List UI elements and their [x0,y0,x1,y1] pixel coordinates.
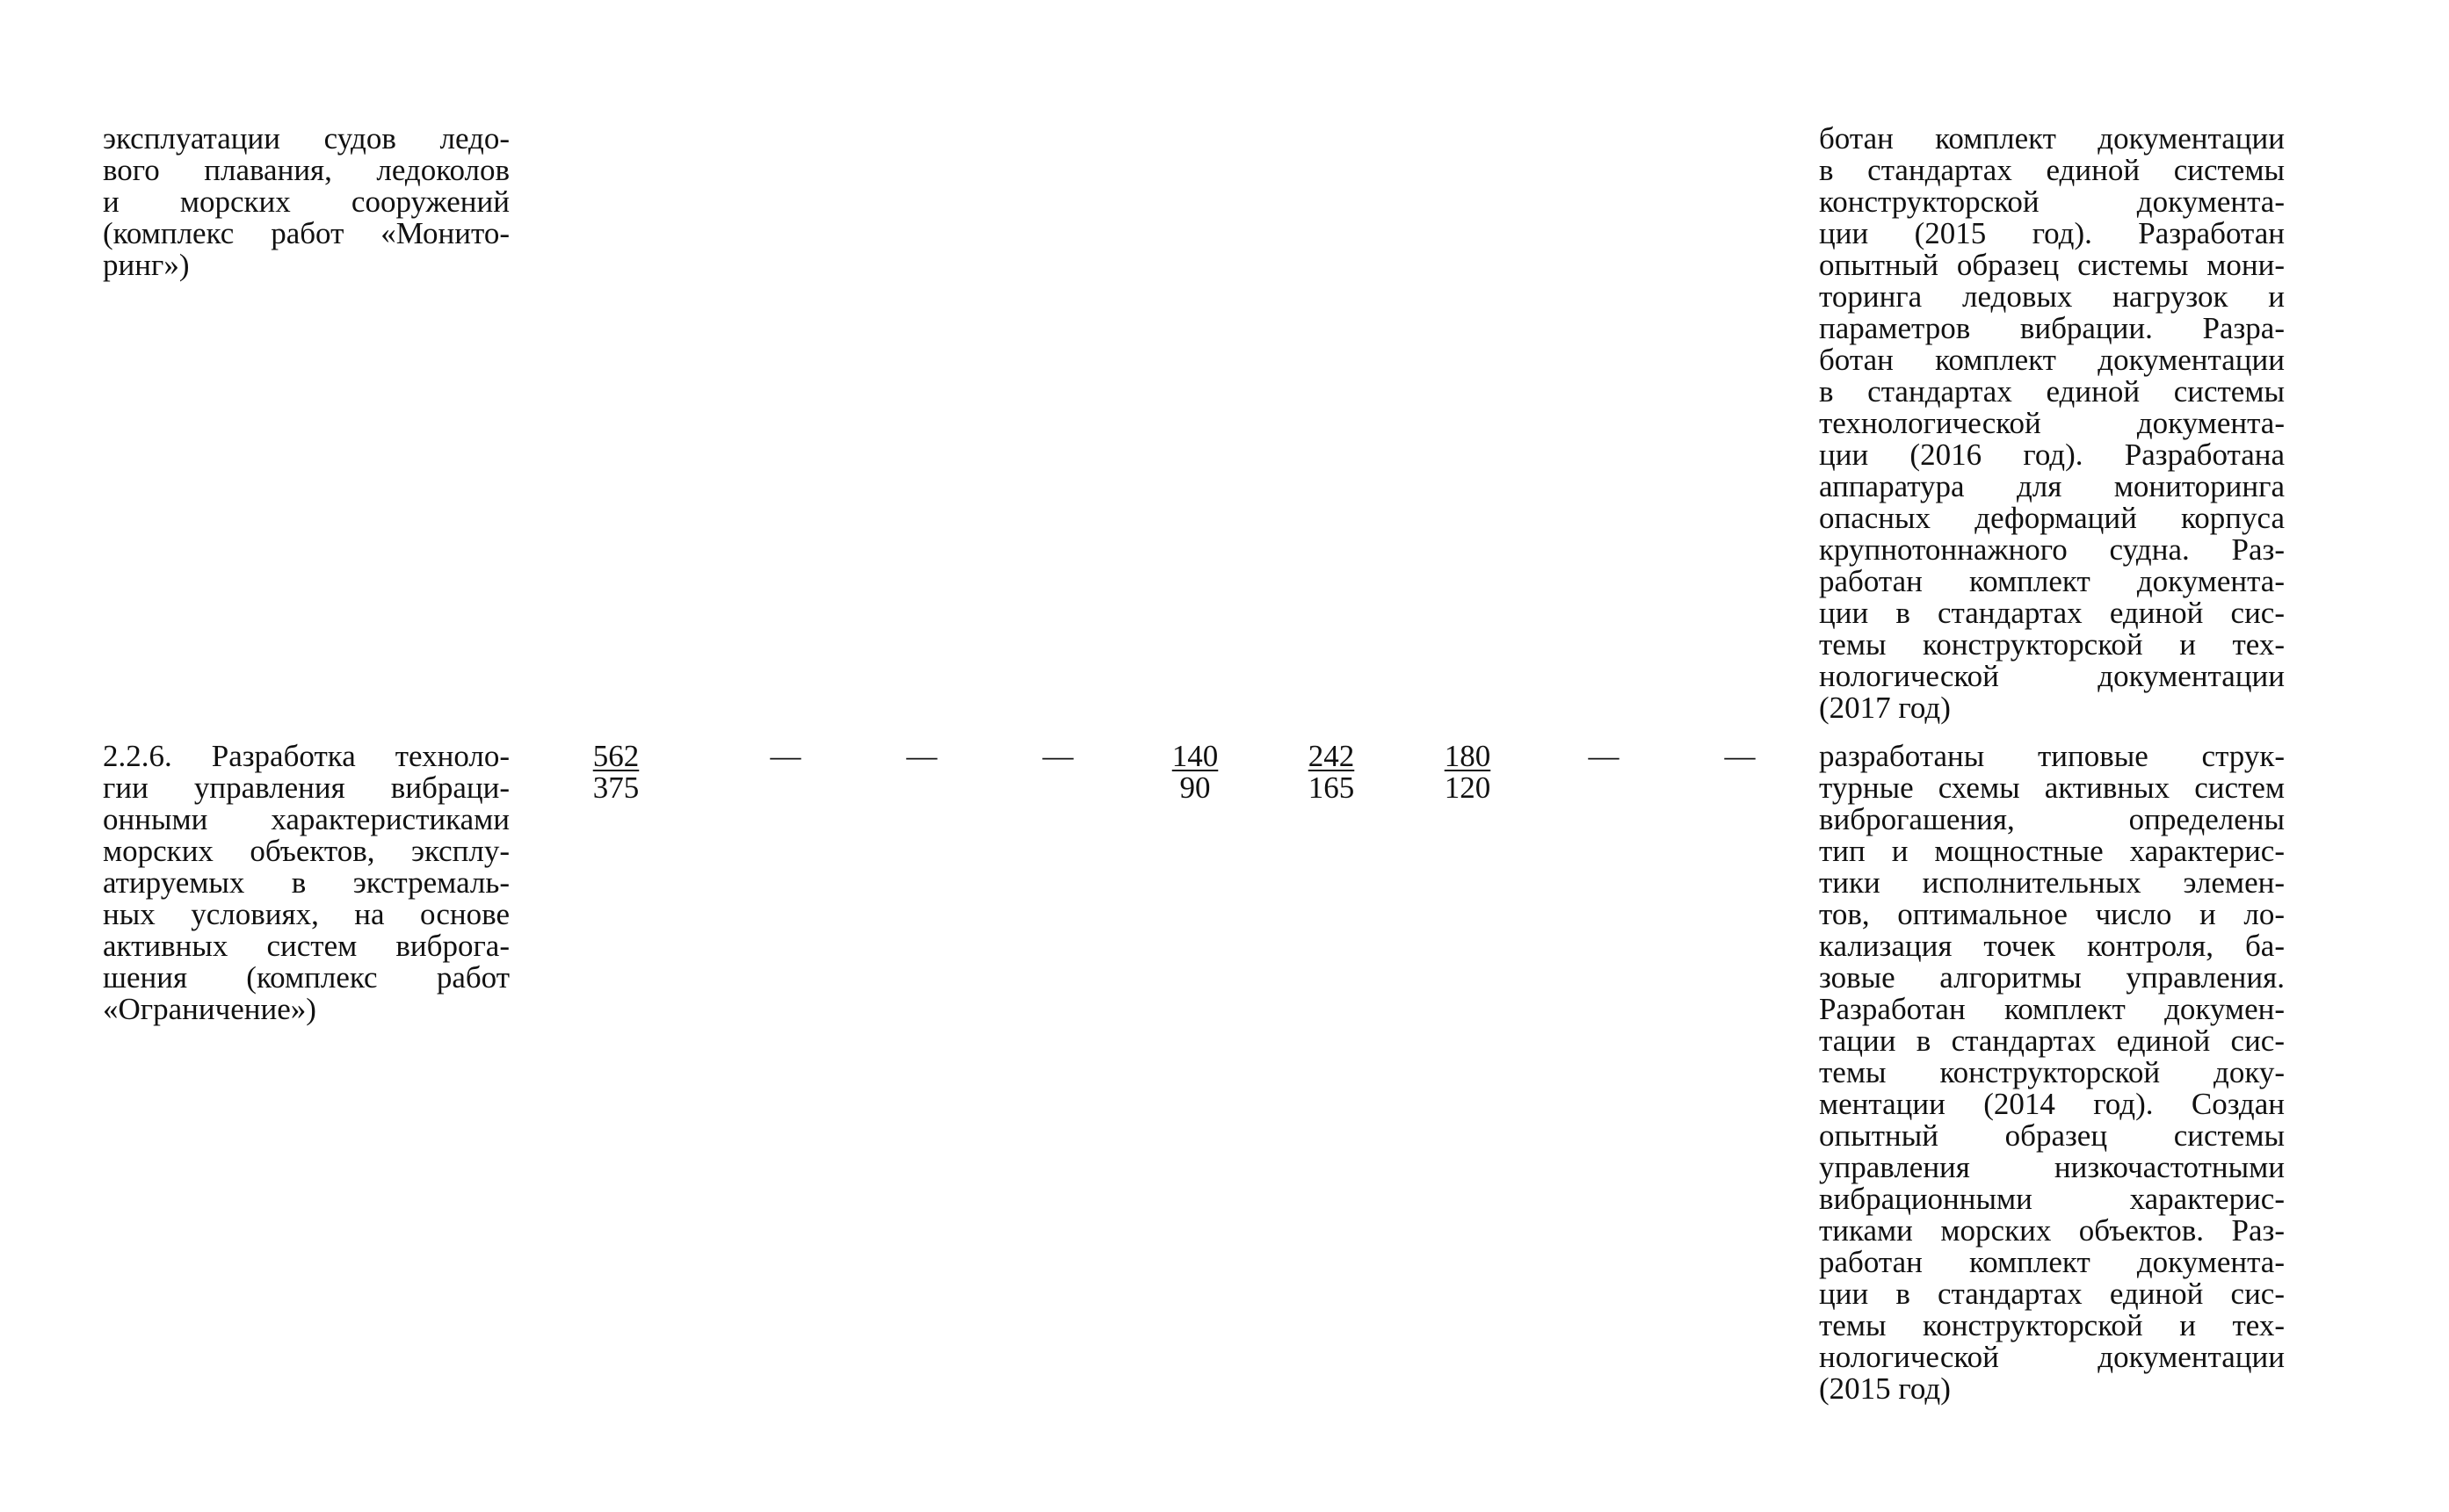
y2016-bottom-value: 120 [1444,770,1491,805]
y2015-bottom-value: 165 [1308,770,1355,805]
y2016-top-value: 180 [1444,739,1491,773]
text-line: ботан комплект документации [1819,121,2285,156]
text-line: в стандартах единой системы [1819,374,2285,409]
text-line: крупнотоннажного судна. Раз- [1819,532,2285,567]
text-line: тип и мощностные характерис- [1819,834,2285,868]
text-line: работан комплект документа- [1819,564,2285,598]
text-line: опасных деформаций корпуса [1819,501,2285,535]
text-line: нологической документации [1819,1340,2285,1374]
text-line: вибрационными характерис- [1819,1182,2285,1216]
text-line: ных условиях, на основе [103,897,510,931]
y2015-top-value: 242 [1308,739,1355,773]
text-line: активных систем виброга- [103,929,510,963]
y2014-bottom-value: 90 [1179,770,1211,805]
text-line: Разработан комплект докумен- [1819,992,2285,1026]
text-line: (2017 год) [1819,691,1951,725]
year-2017-cell: — [1588,739,1619,773]
year-2018-cell: — [1724,739,1756,773]
text-line: ботан комплект документации [1819,343,2285,377]
year-2013-cell: — [1042,739,1074,773]
text-line: параметров вибрации. Разра- [1819,311,2285,345]
y2014-top-value: 140 [1171,739,1219,773]
row2-name-cell [103,741,510,1025]
text-line: технологической документа- [1819,406,2285,440]
row1-name-cell [103,123,510,281]
total-cell [576,741,656,804]
row1-result-cell [1819,123,2285,724]
text-line: «Ограничение») [103,992,316,1026]
text-line: опытный образец системы [1819,1118,2285,1153]
text-line: вого плавания, ледоколов [103,153,510,187]
year-2014-cell [1156,741,1235,804]
text-line: шения (комплекс работ [103,960,510,995]
text-line: (комплекс работ «Монито- [103,216,510,250]
running-header [2285,0,2416,1512]
text-line: разработаны типовые струк- [1819,739,2285,773]
text-line: виброгашения, определены [1819,802,2285,836]
text-line: управления низкочастотными [1819,1150,2285,1184]
text-line: гии управления вибраци- [103,770,510,805]
text-line: опытный образец системы мони- [1819,248,2285,282]
text-line: тики исполнительных элемен- [1819,865,2285,900]
year-2015-cell [1292,741,1371,804]
text-line: эксплуатации судов ледо- [103,121,510,156]
total-bottom-value: 375 [592,770,640,805]
text-line: темы конструкторской и тех- [1819,1308,2285,1342]
year-2016-cell [1428,741,1507,804]
text-line: турные схемы активных систем [1819,770,2285,805]
text-line: конструкторской документа- [1819,184,2285,219]
total-top-value: 562 [592,739,640,773]
text-line: тации в стандартах единой сис- [1819,1024,2285,1058]
text-line: торинга ледовых нагрузок и [1819,279,2285,314]
year-2012-cell: — [906,739,938,773]
text-line: тиками морских объектов. Раз- [1819,1213,2285,1248]
text-line: атируемых в экстремаль- [103,865,510,900]
text-line: ментации (2014 год). Создан [1819,1087,2285,1121]
text-line: в стандартах единой системы [1819,153,2285,187]
text-line: морских объектов, эксплу- [103,834,510,868]
text-line: ции (2015 год). Разработан [1819,216,2285,250]
text-line: ринг») [103,248,190,282]
text-line: онными характеристиками [103,802,510,836]
text-line: нологической документации [1819,659,2285,693]
text-line: ции (2016 год). Разработана [1819,438,2285,472]
text-line: работан комплект документа- [1819,1245,2285,1279]
text-line: тов, оптимальное число и ло- [1819,897,2285,931]
text-line: аппаратура для мониторинга [1819,469,2285,503]
text-line: ции в стандартах единой сис- [1819,1277,2285,1311]
text-line: 2.2.6. Разработка техноло- [103,739,510,773]
text-line: темы конструкторской и тех- [1819,627,2285,662]
text-line: и морских сооружений [103,184,510,219]
text-line: зовые алгоритмы управления. [1819,960,2285,995]
text-line: темы конструкторской доку- [1819,1055,2285,1089]
text-line: ции в стандартах единой сис- [1819,596,2285,630]
row2-result-cell [1819,741,2285,1405]
text-line: (2015 год) [1819,1371,1951,1406]
year-2011-cell: — [770,739,801,773]
text-line: кализация точек контроля, ба- [1819,929,2285,963]
